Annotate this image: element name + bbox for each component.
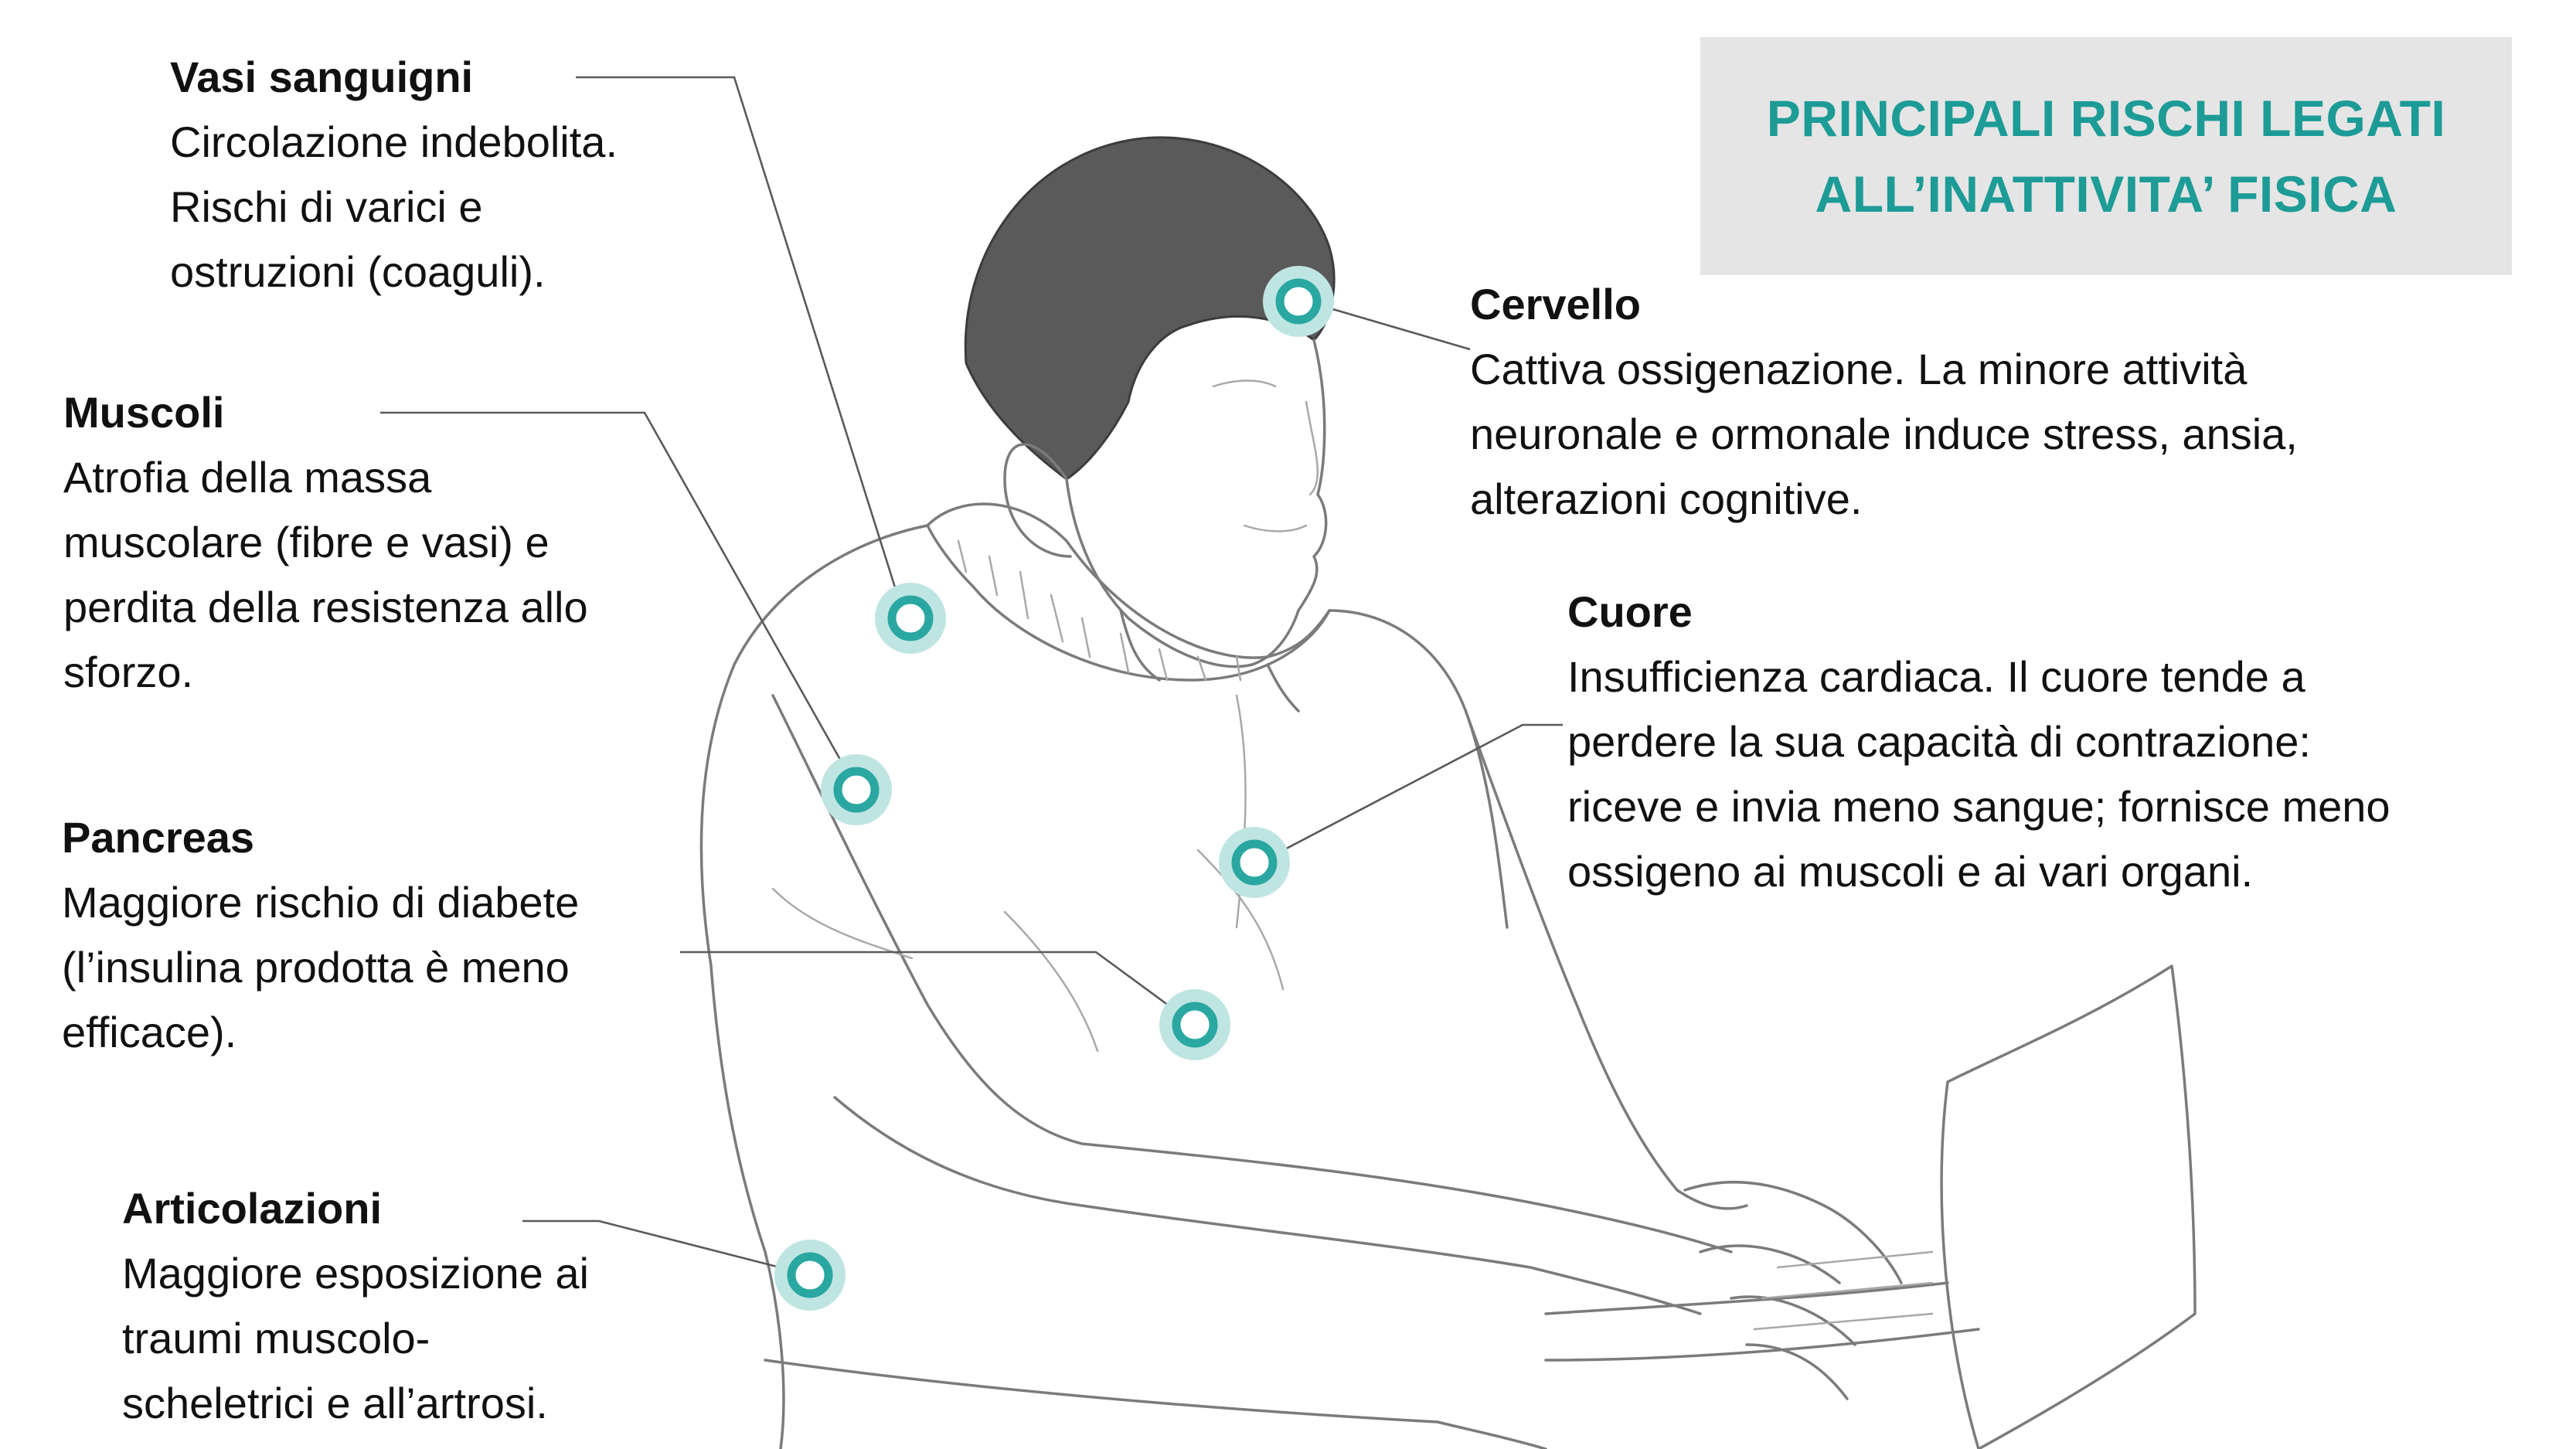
- callout-text-line: perdita della resistenza allo: [63, 583, 588, 631]
- muscoli-marker: [821, 754, 892, 825]
- callout-text-line: Maggiore esposizione ai: [122, 1249, 589, 1298]
- callout-text-line: ossigeno ai muscoli e ai vari organi.: [1567, 847, 2254, 896]
- right-shoulder-outline: [1329, 611, 1507, 927]
- callout-text-line: Cattiva ossigenazione. La minore attività: [1470, 345, 2248, 393]
- leg-outline: [765, 1360, 1546, 1449]
- vasi-sanguigni-leader: [576, 77, 904, 617]
- laptop-base: [1546, 1283, 1979, 1360]
- callout-text-line: traumi muscolo-: [122, 1314, 430, 1362]
- pancreas-marker: [1159, 989, 1230, 1060]
- callout-muscoli: [63, 380, 588, 705]
- callout-text-line: efficace).: [62, 1008, 237, 1056]
- callout-title: Cuore: [1567, 587, 1693, 636]
- callout-text-line: sforzo.: [63, 648, 194, 696]
- eye-drawing: [1213, 381, 1275, 387]
- callout-text-line: ostruzioni (coaguli).: [170, 247, 546, 296]
- laptop-screen: [1941, 966, 2195, 1449]
- vasi-sanguigni-marker: [875, 583, 946, 654]
- callout-title: Cervello: [1470, 280, 1641, 328]
- neck-drawing: [1121, 611, 1298, 711]
- callout-pancreas: [62, 805, 579, 1065]
- mouth-drawing: [1244, 526, 1306, 532]
- callout-text-line: Maggiore rischio di diabete: [62, 878, 580, 927]
- callout-text-line: perdere la sua capacità di contrazione:: [1567, 717, 2311, 766]
- title-box: [1700, 37, 2512, 275]
- callout-cuore: [1567, 580, 2391, 904]
- callout-text-line: Atrofia della massa: [63, 453, 432, 502]
- callout-text-line: alterazioni cognitive.: [1470, 474, 1863, 523]
- articolazioni-marker: [774, 1240, 846, 1311]
- collar-ribbing: [958, 541, 1240, 680]
- callout-text-line: Rischi di varici e: [170, 182, 483, 231]
- cuore-marker: [1219, 827, 1290, 898]
- callout-text-line: Circolazione indebolita.: [170, 117, 618, 166]
- callout-text-line: riceve e invia meno sangue; fornisce meno: [1567, 782, 2391, 831]
- callout-text-line: neuronale e ormonale induce stress, ansia,: [1470, 410, 2298, 458]
- callout-cervello: [1470, 272, 2298, 532]
- callout-articolazioni: [122, 1176, 589, 1436]
- callout-text-line: scheletrici e all’artrosi.: [122, 1379, 548, 1427]
- callout-text-line: Insufficienza cardiaca. Il cuore tende a: [1567, 652, 2305, 701]
- cuore-leader: [1260, 725, 1563, 862]
- callout-vasi-sanguigni: [170, 45, 618, 304]
- laptop-keyboard: [1754, 1252, 1932, 1329]
- callout-title: Muscoli: [63, 388, 225, 437]
- cervello-marker: [1263, 266, 1334, 337]
- nose-drawing: [1306, 402, 1318, 495]
- callout-title: Articolazioni: [122, 1184, 383, 1233]
- callout-title: Vasi sanguigni: [170, 53, 474, 101]
- torso-outline: [702, 526, 927, 1449]
- callout-text-line: muscolare (fibre e vasi) e: [63, 518, 550, 566]
- callout-text-line: (l’insulina prodotta è meno: [62, 943, 570, 992]
- pancreas-leader: [680, 952, 1195, 1025]
- title-line-1: PRINCIPALI RISCHI LEGATI: [1766, 90, 2446, 147]
- callout-title: Pancreas: [62, 813, 255, 862]
- left-arm-lower: [835, 1097, 1700, 1314]
- title-line-2: ALL’INATTIVITA’ FISICA: [1815, 165, 2397, 223]
